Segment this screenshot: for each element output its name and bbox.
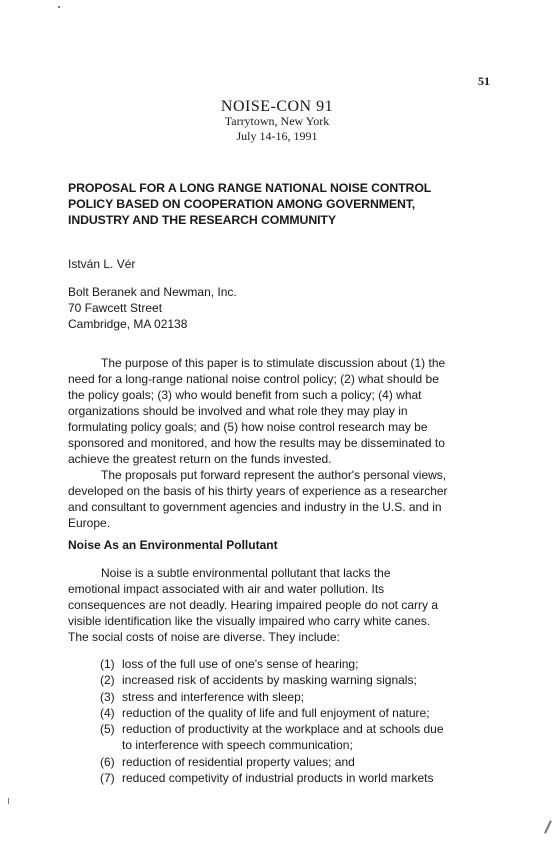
list-item	[100, 754, 500, 770]
affiliation-line: Bolt Beranek and Newman, Inc.	[68, 285, 237, 299]
list-item-text: reduction of productivity at the workplace and at schools due	[122, 722, 444, 737]
text-line: developed on the basis of his thirty years of experience as a researcher	[68, 484, 448, 498]
list-marker: (4)	[100, 705, 115, 720]
text-line: consequences are not deadly. Hearing impaired people do not carry a	[68, 598, 439, 612]
list-item-text: reduced competivity of industrial products in world markets	[122, 771, 434, 786]
list-marker: (7)	[100, 771, 115, 786]
text-line: need for a long-range national noise control policy; (2) what should be	[68, 372, 439, 386]
list-item-text: increased risk of accidents by masking warning signals;	[122, 673, 417, 688]
section-heading: Noise As an Environmental Pollutant	[68, 538, 278, 552]
paper-title	[68, 180, 508, 228]
text-line: The purpose of this paper is to stimulate discussion about (1) the	[101, 356, 446, 370]
list-item-continuation	[100, 737, 500, 753]
paper-title-line: INDUSTRY AND THE RESEARCH COMMUNITY	[68, 213, 336, 227]
list-item	[100, 689, 500, 705]
paper-title-line: POLICY BASED ON COOPERATION AMONG GOVERNMENT,	[68, 197, 416, 211]
paragraph-noise-pollutant	[68, 565, 494, 645]
affiliation-line: 70 Fawcett Street	[68, 301, 163, 315]
list-marker: (3)	[100, 689, 115, 704]
text-line: achieve the greatest return on the funds invested.	[68, 452, 332, 466]
list-marker: (2)	[100, 673, 115, 688]
paragraph-proposals	[68, 467, 494, 531]
list-item-text: to interference with speech communication;	[122, 738, 353, 753]
list-item	[100, 672, 500, 688]
text-line: Noise is a subtle environmental pollutant that lacks the	[101, 566, 391, 580]
social-costs-list	[100, 656, 500, 786]
text-line: and consultant to government agencies and industry in the U.S. and in	[68, 500, 442, 514]
text-line: The proposals put forward represent the author's personal views,	[101, 468, 447, 482]
list-marker: (1)	[100, 657, 115, 671]
list-item	[100, 721, 500, 737]
list-item-text: loss of the full use of one's sense of hearing;	[122, 657, 359, 671]
list-item	[100, 656, 500, 672]
conference-header	[0, 99, 554, 144]
list-item-text: stress and interference with sleep;	[122, 689, 305, 704]
text-line: sponsored and monitored, and how the results may be disseminated to	[68, 436, 445, 450]
text-line: The social costs of noise are diverse. They include:	[68, 630, 340, 644]
author-name: István L. Vér	[68, 257, 136, 271]
list-item-text: reduction of the quality of life and full enjoyment of nature;	[122, 705, 430, 720]
text-line: organizations should be involved and what role they may play in	[68, 404, 408, 418]
conference-date: July 14-16, 1991	[236, 129, 318, 143]
conference-location: Tarrytown, New York	[224, 114, 330, 128]
page-number: 51	[478, 74, 490, 88]
text-line: visible identification like the visually impaired who carry white canes.	[68, 614, 431, 628]
paragraph-purpose	[68, 355, 494, 467]
list-marker: (6)	[100, 754, 115, 769]
text-line: emotional impact associated with air and water pollution. Its	[68, 582, 385, 596]
text-line: Europe.	[68, 516, 111, 530]
text-line: the policy goals; (3) who would benefit from such a policy; (4) what	[68, 388, 422, 402]
paper-title-line: PROPOSAL FOR A LONG RANGE NATIONAL NOISE CONTROL	[68, 181, 432, 195]
text-line: formulating policy goals; and (5) how noise control research may be	[68, 420, 428, 434]
affiliation-line: Cambridge, MA 02138	[68, 317, 188, 331]
scan-speck	[544, 820, 552, 834]
scan-speck	[8, 798, 9, 804]
list-marker: (5)	[100, 722, 115, 737]
list-item	[100, 770, 500, 786]
author-affiliation	[68, 284, 237, 332]
list-item-text: reduction of residential property values; and	[122, 754, 355, 769]
scan-speck	[58, 6, 60, 8]
conference-name: NOISE-CON 91	[220, 98, 334, 115]
list-item	[100, 705, 500, 721]
